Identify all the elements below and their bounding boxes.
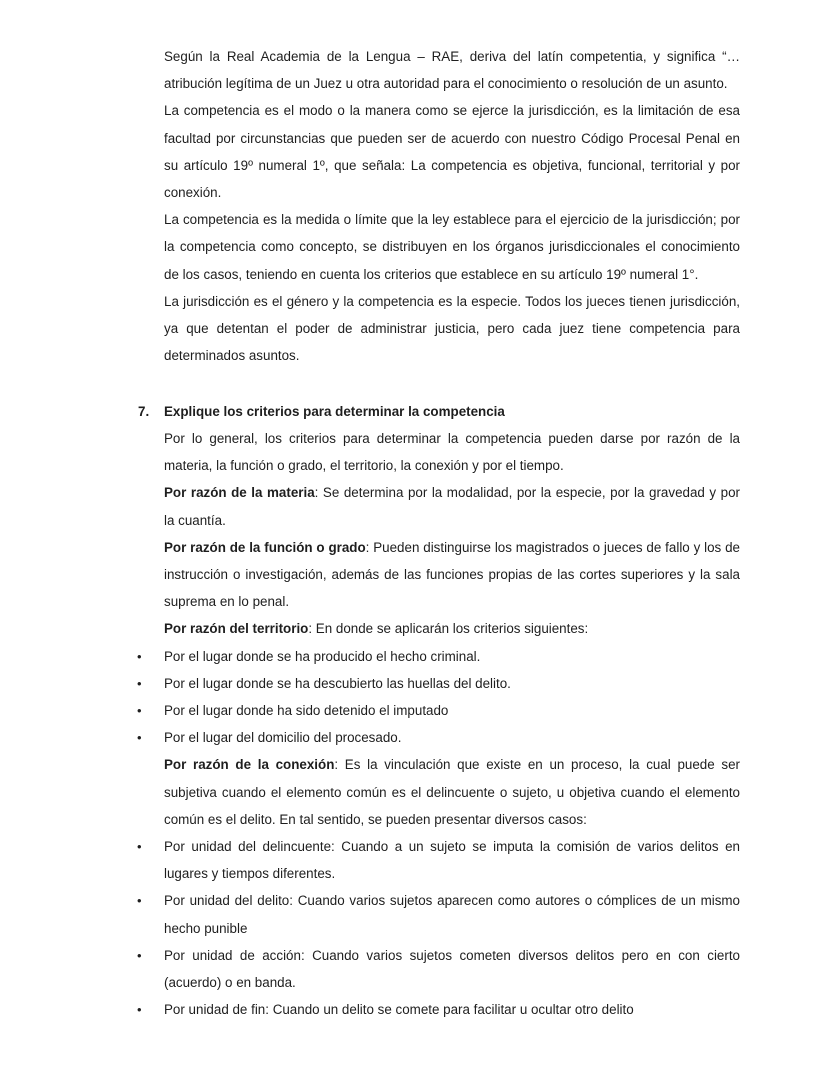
criterion-conexion-label: Por razón de la conexión (164, 757, 335, 773)
bullet-icon: • (137, 947, 142, 963)
conexion-list-item (137, 887, 740, 941)
criteria-overview: Por lo general, los criterios para determinar la competencia pueden darse por razón de la materia, la función o grado, el territorio, la conexión y por el tiempo. (164, 431, 740, 474)
criterion-materia (164, 479, 740, 533)
section-number: 7. (138, 404, 150, 419)
criterion-funcion-label: Por razón de la función o grado (164, 539, 366, 555)
territorio-item-text: Por el lugar del domicilio del procesado. (164, 730, 402, 746)
intro-section (164, 43, 740, 369)
bullet-icon: • (137, 730, 142, 746)
conexion-item-text: Por unidad de fin: Cuando un delito se comete para facilitar u ocultar otro delito (164, 1002, 634, 1018)
criterion-materia-label: Por razón de la materia (164, 485, 315, 501)
bullet-icon: • (137, 703, 142, 719)
criterion-conexion-text: : Es la vinculación que existe en un proceso, la cual puede ser subjetiva cuando el elemento común es el delincuente o sujeto, u objetiva cuando el elemento común es el delito. En tal sentido, se pueden presentar diversos casos: (164, 757, 740, 827)
intro-paragraph-medida: La competencia es la medida o límite que la ley establece para el ejercicio de la jurisdicción; por la competencia como concepto, se distribuyen en los órganos jurisdiccionales el conocimiento de los casos, teniendo en cuenta los criterios que establece en su artículo 19º numeral 1°. (164, 212, 740, 282)
territorio-item-text: Por el lugar donde se ha descubierto las huellas del delito. (164, 675, 511, 691)
intro-paragraph-genero: La jurisdicción es el género y la competencia es la especie. Todos los jueces tienen jurisdicción, ya que detentan el poder de administrar justicia, pero cada juez tiene competencia para determinados asuntos. (164, 293, 740, 364)
intro-paragraph-rae: Según la Real Academia de la Lengua – RAE, deriva del latín competentia, y significa “…atribución legítima de un Juez u otra autoridad para el conocimiento o resolución de un asunto. (164, 49, 740, 92)
territorio-item-text: Por el lugar donde ha sido detenido el imputado (164, 703, 449, 719)
section-7-heading (138, 398, 505, 425)
conexion-list-item (137, 833, 740, 887)
criterion-materia-text: : Se determina por la modalidad, por la especie, por la gravedad y por la cuantía. (164, 485, 740, 528)
conexion-item-text: Por unidad del delincuente: Cuando a un sujeto se imputa la comisión de varios delitos en lugares y tiempos diferentes. (164, 839, 740, 882)
section-title: Explique los criterios para determinar la competencia (164, 404, 505, 419)
section-7-body (137, 425, 740, 1023)
criterion-funcion (164, 534, 740, 616)
criterion-territorio-label: Por razón del territorio (164, 621, 309, 637)
territorio-item-text: Por el lugar donde se ha producido el hecho criminal. (164, 648, 481, 664)
conexion-list-item (137, 942, 740, 996)
criterion-territorio (164, 615, 740, 642)
territorio-list-item (137, 697, 740, 724)
bullet-icon: • (137, 893, 142, 909)
territorio-list-item (137, 643, 740, 670)
criterion-conexion (164, 751, 740, 833)
bullet-icon: • (137, 1002, 142, 1018)
intro-paragraph-modo: La competencia es el modo o la manera como se ejerce la jurisdicción, es la limitación de esa facultad por circunstancias que pueden ser de acuerdo con nuestro Código Procesal Penal en su artículo 19º numeral 1º, que señala: La competencia es objetiva, funcional, territorial y por conexión. (164, 103, 740, 201)
territorio-list-item (137, 724, 740, 751)
bullet-icon: • (137, 839, 142, 855)
criterion-funcion-text: : Pueden distinguirse los magistrados o jueces de fallo y los de instrucción o investigación, además de las funciones propias de las cortes superiores y la sala suprema en lo penal. (164, 539, 740, 610)
conexion-list-item (137, 996, 740, 1023)
criterion-territorio-text: : En donde se aplicarán los criterios siguientes: (308, 621, 589, 637)
conexion-item-text: Por unidad del delito: Cuando varios sujetos aparecen como autores o cómplices de un mismo hecho punible (164, 893, 740, 936)
territorio-list-item (137, 670, 740, 697)
bullet-icon: • (137, 648, 142, 664)
conexion-item-text: Por unidad de acción: Cuando varios sujetos cometen diversos delitos pero en con cierto (acuerdo) o en banda. (164, 947, 740, 991)
bullet-icon: • (137, 675, 142, 691)
